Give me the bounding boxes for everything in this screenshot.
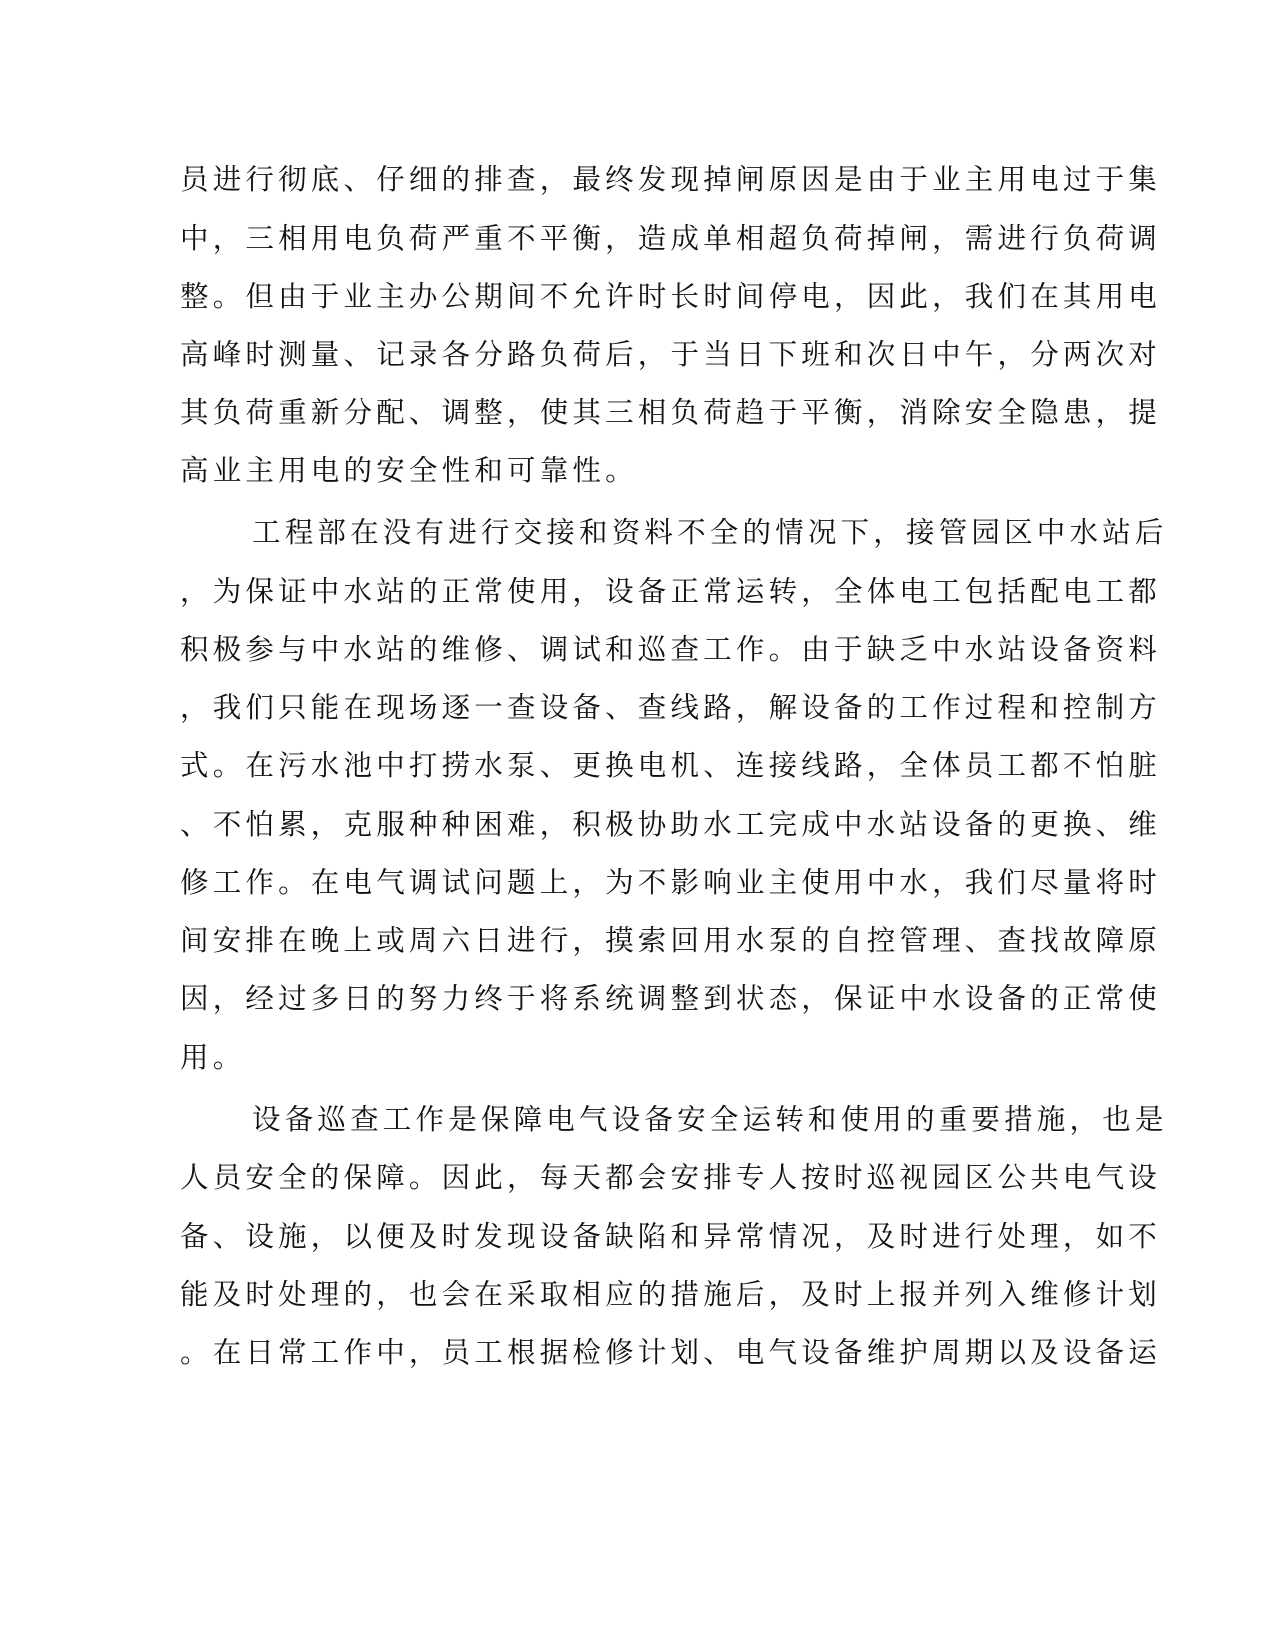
- paragraph-2-line-8: 间安排在晚上或周六日进行，摸索回用水泵的自控管理、查找故障原: [180, 924, 1162, 957]
- paragraph-2-line-10: 用。: [180, 1041, 246, 1074]
- paragraph-1-line-5: 其负荷重新分配、调整，使其三相负荷趋于平衡，消除安全隐患，提: [180, 396, 1162, 429]
- paragraph-1-line-3: 整。但由于业主办公期间不允许时长时间停电，因此，我们在其用电: [180, 280, 1162, 313]
- paragraph-1-line-1: 员进行彻底、仔细的排查，最终发现掉闸原因是由于业主用电过于集: [180, 163, 1162, 196]
- paragraph-2-line-2: ，为保证中水站的正常使用，设备正常运转，全体电工包括配电工都: [180, 575, 1162, 608]
- paragraph-1-line-2: 中，三相用电负荷严重不平衡，造成单相超负荷掉闸，需进行负荷调: [180, 222, 1162, 255]
- paragraph-2-line-9: 因，经过多日的努力终于将系统调整到状态，保证中水设备的正常使: [180, 982, 1162, 1015]
- paragraph-2-line-4: ，我们只能在现场逐一查设备、查线路，解设备的工作过程和控制方: [180, 691, 1162, 724]
- paragraph-1-line-6: 高业主用电的安全性和可靠性。: [180, 454, 638, 487]
- paragraph-2-line-6: 、不怕累，克服种种困难，积极协助水工完成中水站设备的更换、维: [180, 808, 1162, 841]
- paragraph-3-line-4: 能及时处理的，也会在采取相应的措施后，及时上报并列入维修计划: [180, 1278, 1162, 1311]
- paragraph-2-line-3: 积极参与中水站的维修、调试和巡查工作。由于缺乏中水站设备资料: [180, 633, 1162, 666]
- paragraph-2-line-1: 工程部在没有进行交接和资料不全的情况下，接管园区中水站后: [252, 516, 1168, 549]
- paragraph-1-line-4: 高峰时测量、记录各分路负荷后，于当日下班和次日中午，分两次对: [180, 338, 1162, 371]
- paragraph-3-line-5: 。在日常工作中，员工根据检修计划、电气设备维护周期以及设备运: [180, 1336, 1162, 1369]
- paragraph-2-line-5: 式。在污水池中打捞水泵、更换电机、连接线路，全体员工都不怕脏: [180, 749, 1162, 782]
- paragraph-3-line-1: 设备巡查工作是保障电气设备安全运转和使用的重要措施，也是: [252, 1103, 1168, 1136]
- paragraph-3-line-3: 备、设施，以便及时发现设备缺陷和异常情况，及时进行处理，如不: [180, 1220, 1162, 1253]
- paragraph-3-line-2: 人员安全的保障。因此，每天都会安排专人按时巡视园区公共电气设: [180, 1161, 1162, 1194]
- paragraph-2-line-7: 修工作。在电气调试问题上，为不影响业主使用中水，我们尽量将时: [180, 866, 1162, 899]
